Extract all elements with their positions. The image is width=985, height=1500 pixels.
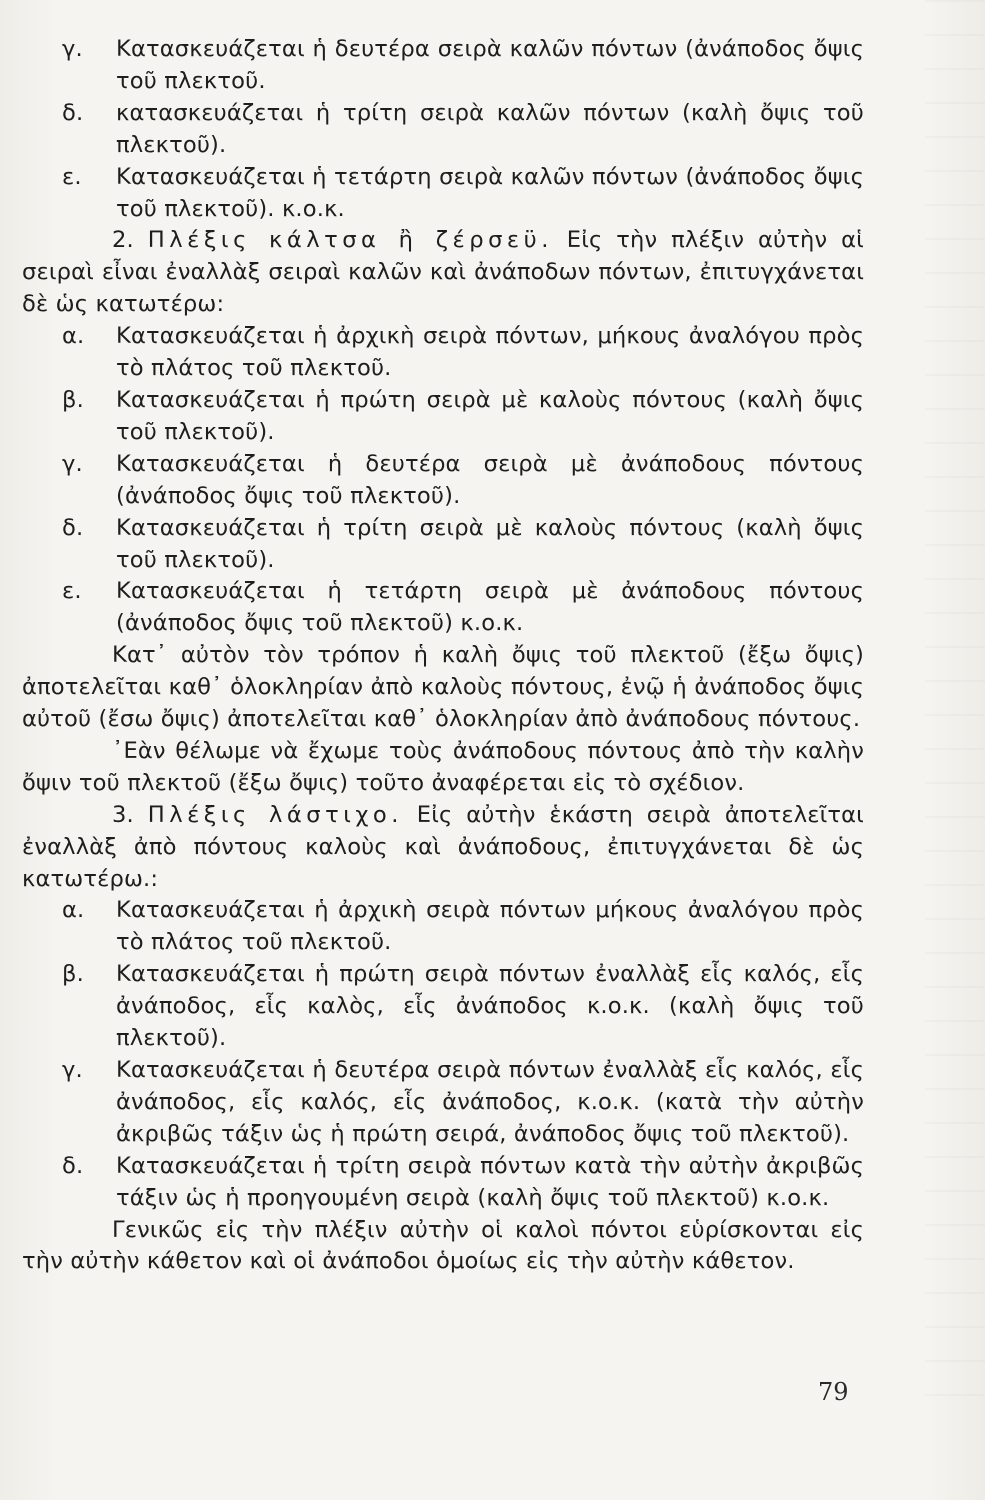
section-3-title: Πλέξις λάστιχο. (147, 801, 403, 828)
item-text: Κατασκευάζεται ἡ πρώτη σειρὰ μὲ καλοὺς πόντους (καλὴ ὄψις τοῦ πλεκτοῦ). (116, 386, 864, 445)
item-text: Κατασκευάζεται ἡ τρίτη σειρὰ πόντων κατὰ τὴν αὐτὴν ἀκριβῶς τάξιν ὡς ἡ προηγουμένη σειρὰ (καλὴ ὄψις τοῦ πλεκτοῦ) κ.ο.κ. (116, 1152, 864, 1211)
list-item (22, 513, 864, 577)
section-3-text: Εἰς αὐτὴν ἑκάστη σειρὰ ἀποτελεῖται ἐναλλὰξ ἀπὸ πόντους καλοὺς καὶ ἀνάποδους, ἐπιτυγχάνεται δὲ ὡς κατωτέρω.: (22, 801, 864, 892)
item-marker: γ. (62, 36, 83, 62)
item-text: κατασκευάζεται ἡ τρίτη σειρὰ καλῶν πόντων (καλὴ ὄψις τοῦ πλεκτοῦ). (116, 99, 864, 158)
section-2-text: Εἰς τὴν πλέξιν αὐτὴν αἱ σειραὶ εἶναι ἐναλλὰξ σειραὶ καλῶν καὶ ἀνάποδων πόντων, ἐπιτυγχάνεται δὲ ὡς κατωτέρω: (22, 227, 864, 318)
item-marker: δ. (62, 99, 84, 126)
item-marker: γ. (62, 450, 83, 477)
item-marker: β. (62, 386, 84, 413)
list-item (22, 895, 864, 959)
item-marker: ε. (62, 578, 82, 605)
section-2-paragraph (22, 225, 864, 321)
item-marker: α. (62, 323, 85, 350)
list-item (22, 98, 864, 162)
list-item (22, 34, 864, 98)
item-text: Κατασκευάζεται ἡ πρώτη σειρὰ πόντων ἐναλλὰξ εἷς καλός, εἷς ἀνάποδος, εἷς καλὸς, εἷς ἀνάποδος κ.ο.κ. (καλὴ ὄψις τοῦ πλεκτοῦ). (116, 961, 864, 1052)
section-3-paragraph (22, 800, 864, 896)
item-marker: δ. (62, 514, 84, 541)
item-text: Κατασκευάζεται ἡ ἀρχικὴ σειρὰ πόντων μήκους ἀναλόγου πρὸς τὸ πλάτος τοῦ πλεκτοῦ. (116, 897, 864, 956)
paragraph-pattern-reference: ᾽Εὰν θέλωμε νὰ ἔχωμε τοὺς ἀνάποδους πόντους ἀπὸ τὴν καλὴν ὄψιν τοῦ πλεκτοῦ (ἔξω ὄψις) τοῦτο ἀναφέρεται εἰς τὸ σχέδιον. (22, 737, 864, 796)
bleed-through-shadow (925, 0, 985, 1400)
list-item (22, 162, 864, 226)
list-item (22, 1151, 864, 1215)
item-text: Κατασκευάζεται ἡ δευτέρα σειρὰ καλῶν πόντων (ἀνάποδος ὄψις τοῦ πλεκτοῦ. (116, 36, 864, 94)
list-item (22, 959, 864, 1055)
item-marker: ε. (62, 163, 82, 190)
item-text: Κατασκευάζεται ἡ τετάρτη σειρὰ καλῶν πόντων (ἀνάποδος ὄψις τοῦ πλεκτοῦ). κ.ο.κ. (116, 163, 864, 222)
item-text: Κατασκευάζεται ἡ ἀρχικὴ σειρὰ πόντων, μήκους ἀναλόγου πρὸς τὸ πλάτος τοῦ πλεκτοῦ. (116, 323, 864, 382)
item-text: Κατασκευάζεται ἡ τετάρτη σειρὰ μὲ ἀνάποδους πόντους (ἀνάποδος ὄψις τοῦ πλεκτοῦ) κ.ο.κ. (116, 578, 864, 637)
list-item (22, 1055, 864, 1151)
item-text: Κατασκευάζεται ἡ τρίτη σειρὰ μὲ καλοὺς πόντους (καλὴ ὄψις τοῦ πλεκτοῦ). (116, 514, 864, 573)
page-number: 79 (818, 1378, 849, 1406)
paragraph-conclusion: Γενικῶς εἰς τὴν πλέξιν αὐτὴν οἱ καλοὶ πόντοι εὑρίσκονται εἰς τὴν αὐτὴν κάθετον καὶ οἱ ἀνάποδοι ὁμοίως εἰς τὴν αὐτὴν κάθετον. (22, 1216, 864, 1275)
item-marker: γ. (62, 1057, 83, 1083)
paragraph-outer-side: Κατ᾽ αὐτὸν τὸν τρόπον ἡ καλὴ ὄψις τοῦ πλεκτοῦ (ἔξω ὄψις) ἀποτελεῖται καθ᾽ ὁλοκληρίαν ἀπὸ καλοὺς πόντους, ἐνῷ ἡ ἀνάποδος ὄψις αὐτοῦ (ἔσω ὄψις) ἀποτελεῖται καθ᾽ ὁλοκληρίαν ἀπὸ ἀνάποδους πόντους. (22, 642, 864, 733)
section-3-number: 3. (112, 801, 134, 828)
section-2-number: 2. (112, 227, 134, 254)
item-text: Κατασκευάζεται ἡ δευτέρα σειρὰ μὲ ἀνάποδους πόντους (ἀνάποδος ὄψις τοῦ πλεκτοῦ). (116, 450, 864, 509)
list-item (22, 576, 864, 640)
item-marker: β. (62, 961, 84, 988)
item-marker: α. (62, 897, 85, 924)
section-2-title: Πλέξις κάλτσα ἢ ζέρσεϋ. (147, 227, 553, 254)
list-item (22, 449, 864, 513)
list-item (22, 321, 864, 385)
list-item (22, 385, 864, 449)
item-text: Κατασκευάζεται ἡ δευτέρα σειρὰ πόντων ἐναλλὰξ εἷς καλός, εἷς ἀνάποδος, εἷς καλός, εἷς ἀνάποδος, κ.ο.κ. (κατὰ τὴν αὐτὴν ἀκριβῶς τάξιν ὡς ἡ πρώτη σειρά, ἀνάποδος ὄψις τοῦ πλεκτοῦ). (116, 1057, 864, 1147)
item-marker: δ. (62, 1152, 84, 1179)
page-body (22, 34, 864, 1278)
